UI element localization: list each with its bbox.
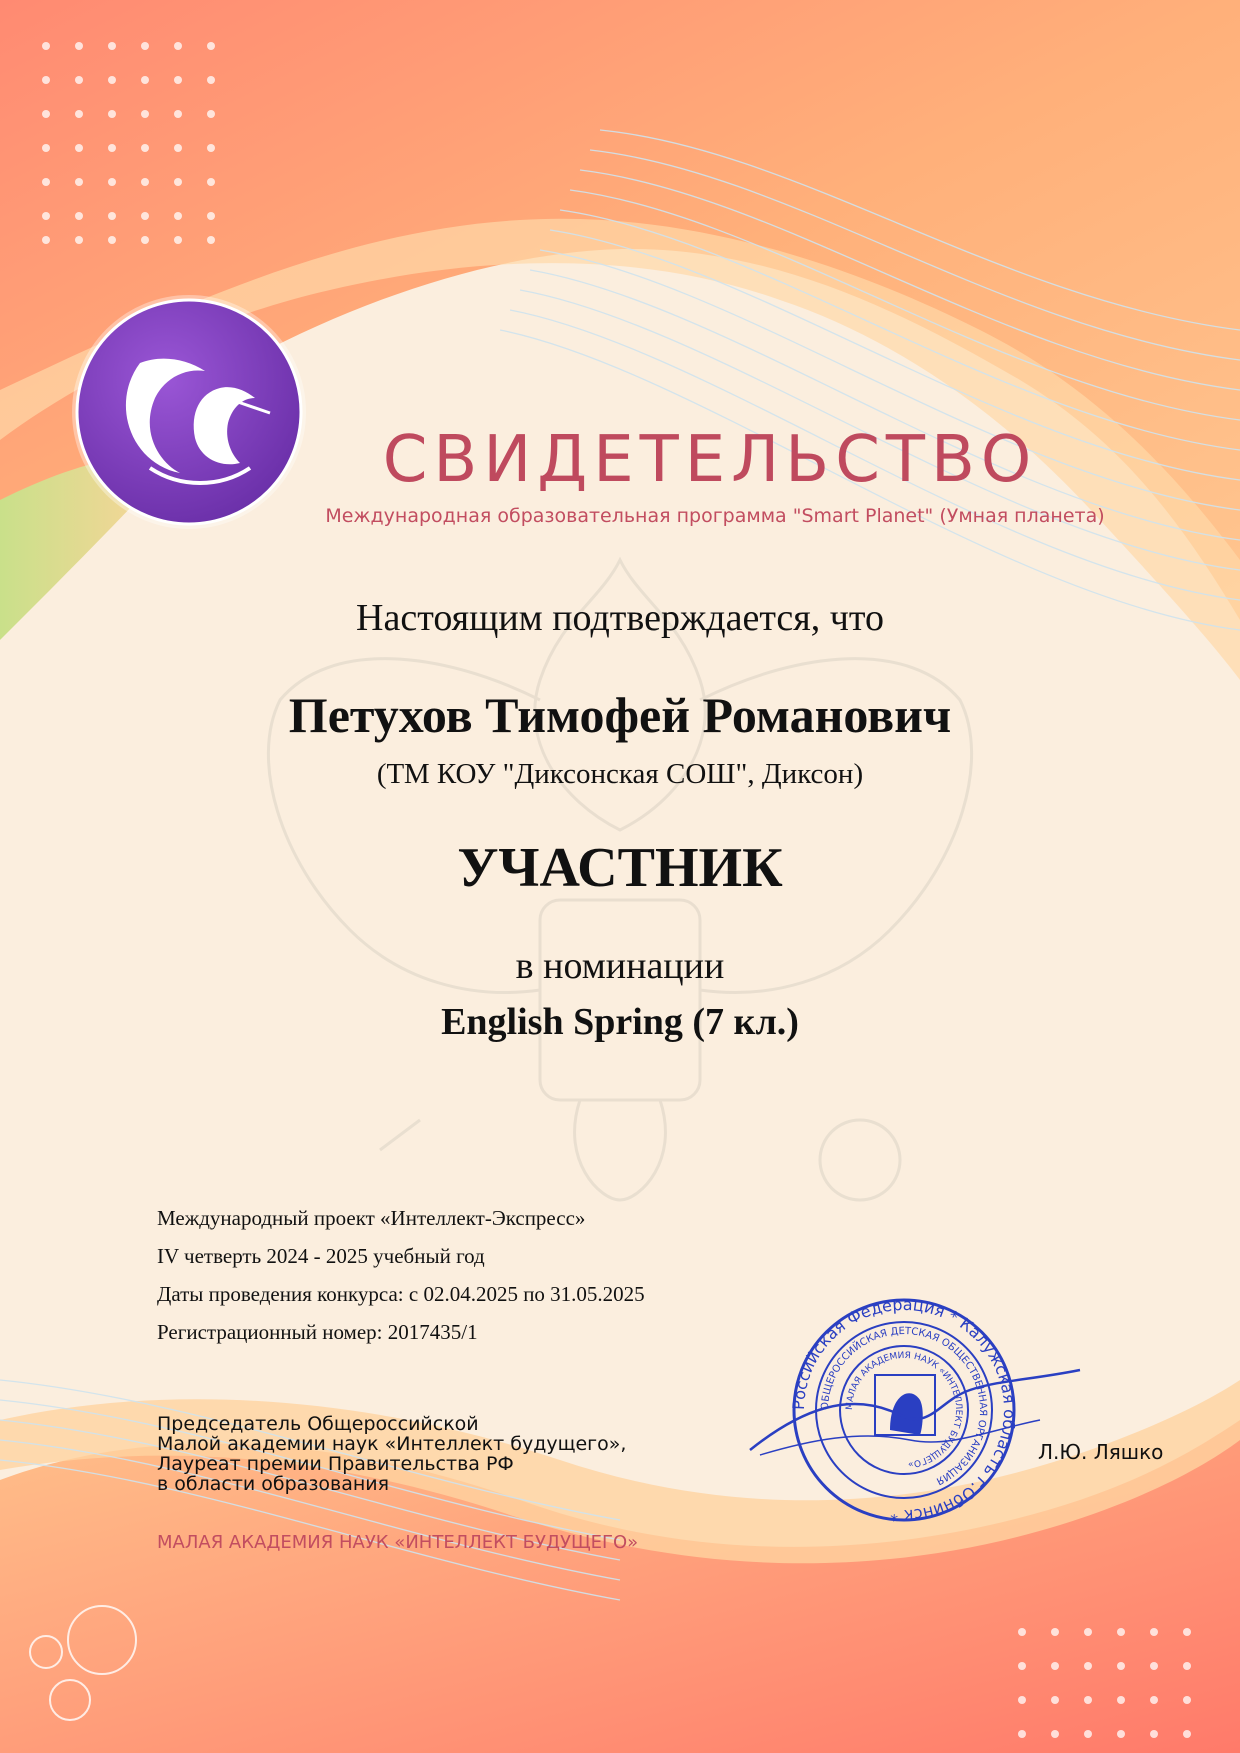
participant-status: УЧАСТНИК: [457, 837, 783, 899]
chairman-line-2: Малой академии наук «Интеллект будущего»,: [157, 1433, 627, 1455]
official-seal: [740, 1280, 1100, 1530]
seal-inner-text: ОБЩЕРОССИЙСКАЯ ДЕТСКАЯ ОБЩЕСТВЕННАЯ ОРГАНИЗАЦИЯ: [819, 1325, 989, 1487]
program-subtitle: Международная образовательная программа "Smart Planet" (Умная планета): [325, 505, 1105, 527]
registration-line: Регистрационный номер: 2017435/1: [157, 1320, 478, 1344]
nomination-title: English Spring (7 кл.): [441, 1001, 799, 1043]
smart-planet-logo: [70, 293, 308, 531]
period-line: IV четверть 2024 - 2025 учебный год: [157, 1244, 485, 1268]
seal-center-text: МАЛАЯ АКАДЕМИЯ НАУК «ИНТЕЛЛЕКТ БУДУЩЕГО»: [844, 1350, 964, 1469]
dates-line: Даты проведения конкурса: с 02.04.2025 по 31.05.2025: [157, 1282, 645, 1306]
intro-text: Настоящим подтверждается, что: [356, 597, 884, 639]
chairman-block: [157, 1414, 677, 1494]
certificate-title: СВИДЕТЕЛЬСТВО: [382, 423, 1038, 497]
recipient-organization: (ТМ КОУ "Диксонская СОШ", Диксон): [376, 758, 864, 790]
chairman-line-1: Председатель Общероссийской: [157, 1413, 479, 1435]
academy-name: МАЛАЯ АКАДЕМИЯ НАУК «ИНТЕЛЛЕКТ БУДУЩЕГО»: [157, 1532, 639, 1553]
nomination-label: в номинации: [515, 945, 725, 987]
recipient-name: Петухов Тимофей Романович: [288, 687, 952, 743]
chairman-line-3: Лауреат премии Правительства РФ: [157, 1453, 514, 1475]
project-line: Международный проект «Интеллект-Экспресс»: [157, 1206, 586, 1230]
signature-name: Л.Ю. Ляшко: [1038, 1440, 1164, 1464]
seal-outer-text: Российская Федерация * Калужская область г.Обнинск *: [788, 1294, 1020, 1526]
chairman-line-4: в области образования: [157, 1473, 390, 1495]
